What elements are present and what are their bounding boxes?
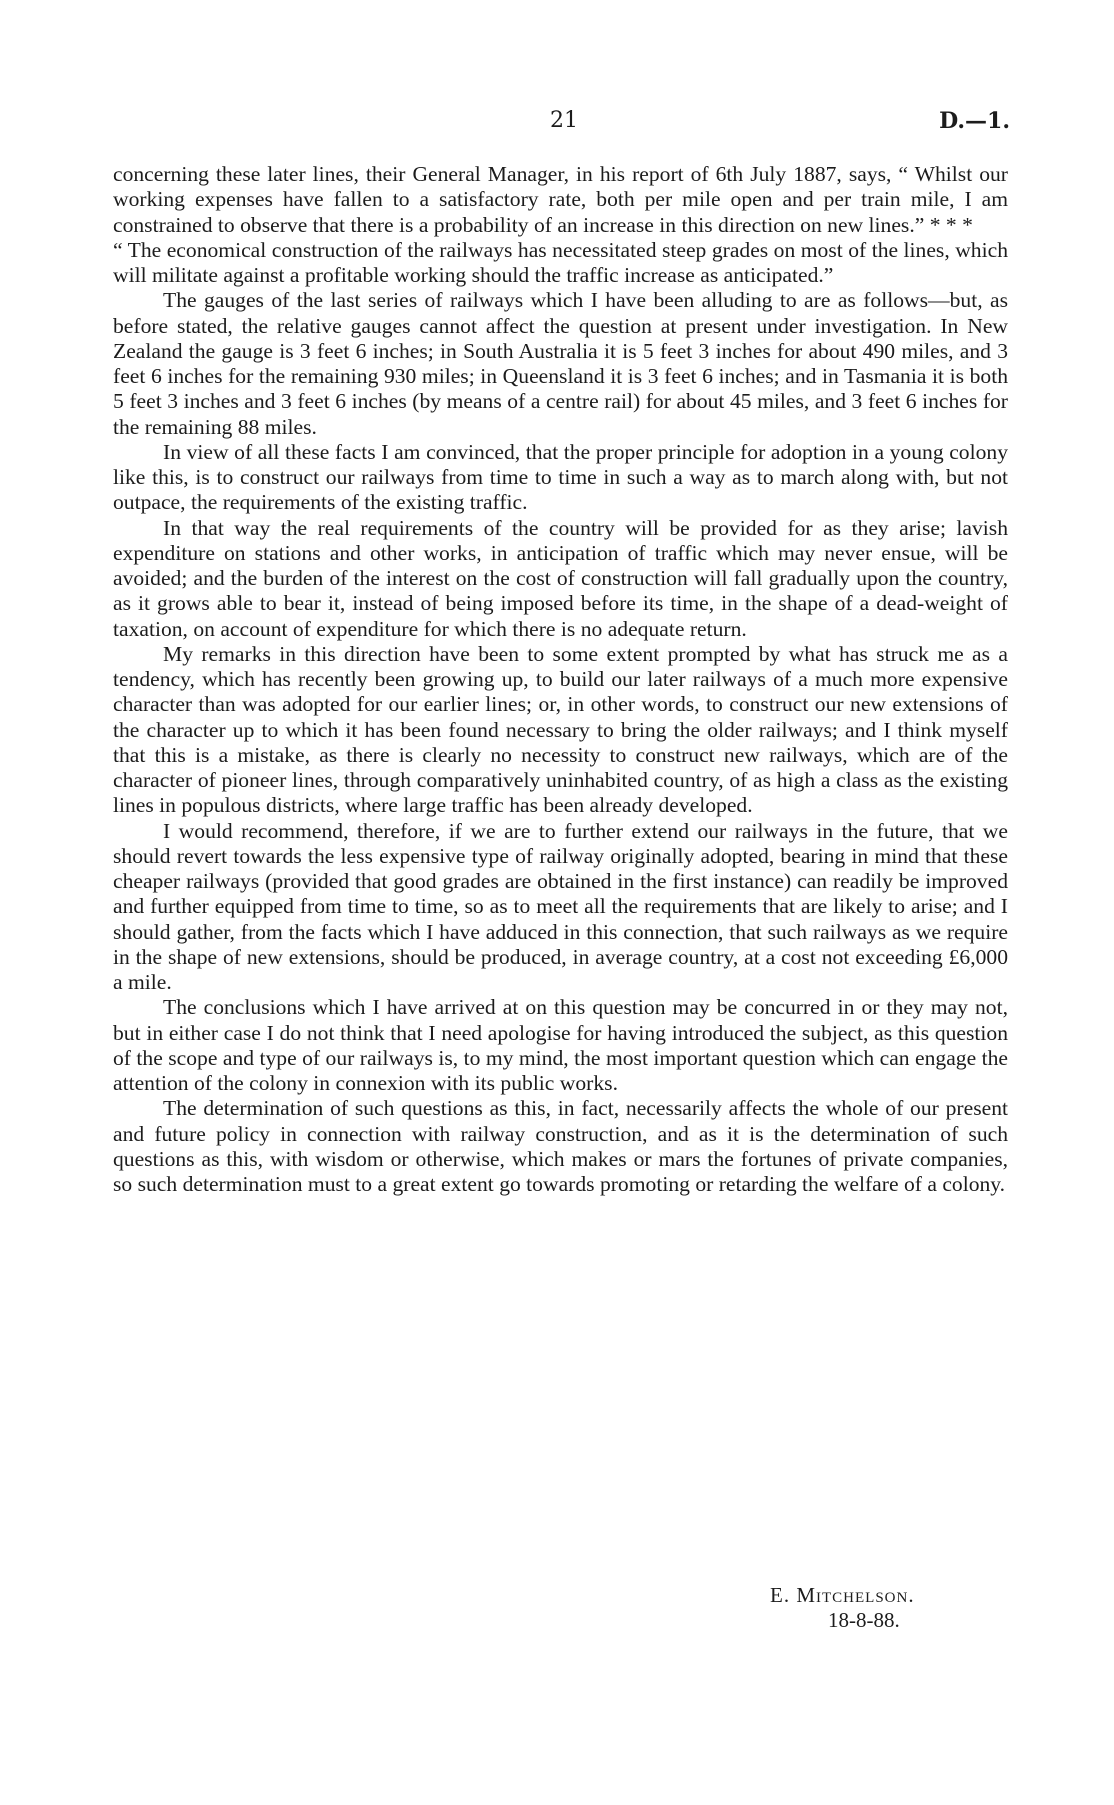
page-number: 21 xyxy=(550,108,578,133)
paragraph: In that way the real requirements of the country will be provided for as they arise; lavish expenditure on stations and other works, in anticipation of traffic which may never ensue, will be avoided; and the burden of the interest on the cost of construction will fall gradually upon the country, as it grows able to bear it, instead of being imposed before its time, in the shape of a dead-weight of taxation, on account of expenditure for which there is no adequate return. xyxy=(113,515,1008,641)
paragraph: The determination of such questions as this, in fact, necessarily affects the whole of our present and future policy in connection with railway construction, and as it is the determination of such questions as this, with wisdom or otherwise, which makes or mars the fortunes of private companies, so such determination must to a great extent go towards promoting or retarding the welfare of a colony. xyxy=(113,1096,1008,1196)
body-text xyxy=(113,162,1008,1197)
page-header xyxy=(110,108,1010,138)
signature-block xyxy=(770,1583,970,1633)
paragraph: The gauges of the last series of railways which I have been alluding to are as follows—but, as before stated, the relative gauges cannot affect the question at present under investigation. In New Zealand the gauge is 3 feet 6 inches; in South Australia it is 5 feet 3 inches for about 490 miles, and 3 feet 6 inches for the remaining 930 miles; in Queensland it is 3 feet 6 inches; and in Tasmania it is both 5 feet 3 inches and 3 feet 6 inches (by means of a centre rail) for about 45 miles, and 3 feet 6 inches for the remaining 88 miles. xyxy=(113,288,1008,439)
document-reference: D.—1. xyxy=(939,108,1010,134)
paragraph: In view of all these facts I am convinced, that the proper principle for adoption in a young colony like this, is to construct our railways from time to time in such a way as to march along with, but not outpace, the requirements of the existing traffic. xyxy=(113,439,1008,515)
paragraph: I would recommend, therefore, if we are to further extend our railways in the future, that we should revert towards the less expensive type of railway originally adopted, bearing in mind that these cheaper railways (provided that good grades are obtained in the first instance) can readily be improved and further equipped from time to time, so as to meet all the requirements that are likely to arise; and I should gather, from the facts which I have adduced in this connection, that such railways as we require in the shape of new extensions, should be produced, in average country, at a cost not exceeding £6,000 a mile. xyxy=(113,818,1008,994)
signatory-name: E. Mitchelson. xyxy=(770,1583,915,1607)
paragraph: My remarks in this direction have been to some extent prompted by what has struck me as a tendency, which has recently been growing up, to build our later railways of a much more expensive character than was adopted for our earlier lines; or, in other words, to construct our new extensions of the character up to which it has been found necessary to bring the older railways; and I think myself that this is a mistake, as there is clearly no necessity to construct new railways, which are of the character of pioneer lines, through comparatively uninhabited country, of as high a class as the existing lines in populous districts, where large traffic has been already developed. xyxy=(113,641,1008,818)
signature-date: 18-8-88. xyxy=(828,1608,900,1632)
paragraph: concerning these later lines, their General Manager, in his report of 6th July 1887, says, “ Whilst our working expenses have fallen to a satisfactory rate, both per mile open and per train mile, I am constrained to observe that there is a probability of an increase in this direction on new lines.” * * * xyxy=(113,162,1008,237)
paragraph: The conclusions which I have arrived at on this question may be concurred in or they may not, but in either case I do not think that I need apologise for having introduced the subject, as this question of the scope and type of our railways is, to my mind, the most important question which can engage the attention of the colony in connexion with its public works. xyxy=(113,995,1008,1095)
paragraph: “ The economical construction of the railways has necessitated steep grades on most of the lines, which will militate against a profitable working should the traffic increase as anticipated.” xyxy=(113,237,1008,287)
